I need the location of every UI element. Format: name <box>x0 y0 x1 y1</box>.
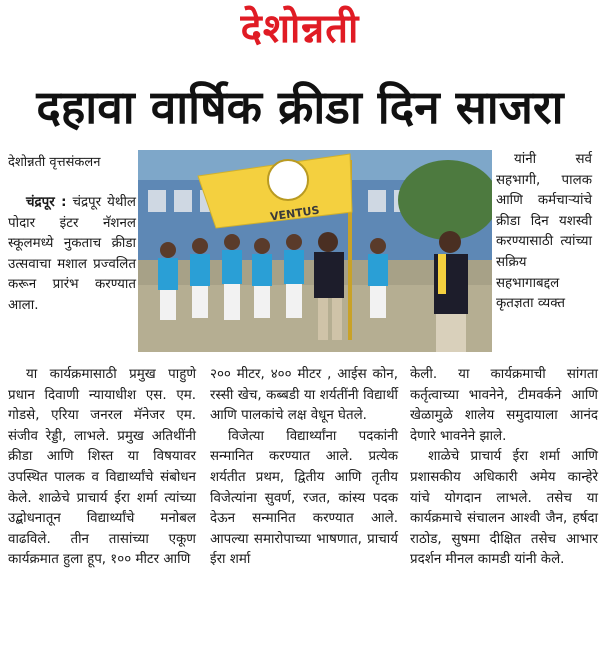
lead-text: चंद्रपूर येथील पोदार इंटर नॅशनल स्कूलमध्ये नुकताच क्रीडा उत्सवाचा मशाल प्रज्वलित करून प्रारंभ करण्यात आला. <box>8 195 136 313</box>
column-2-paragraph-2: विजेत्या विद्यार्थ्यांना पदकांनी सन्मानित करण्यात आले. प्रत्येक शर्यतीत प्रथम, द्वितीय आणि तृतीय विजेत्यांना सुवर्ण, रजत, कांस्य पदक देऊन सन्मानित करण्यात आले. आपल्या समारोपाच्या भाषणात, प्राचार्य ईरा शर्मा <box>210 428 398 568</box>
column-3-paragraph-1: केली. या कार्यक्रमाची सांगता कर्तृत्वाच्या भावनेने, टीमवर्कने आणि खेळामुळे शालेय समुदायाला आनंद देणारे भावनेने झाले. <box>410 367 598 444</box>
flag-label: VENTUS <box>269 203 321 224</box>
sports-day-photo <box>138 150 492 352</box>
right-column-paragraph: यांनी सर्व सहभागी, पालक आणि कर्मचाऱ्यांचे क्रीडा दिन यशस्वी करण्यासाठी त्यांच्या सक्रिय सहभागाबद्दल कृतज्ञता व्यक्त <box>496 152 592 312</box>
column-1-paragraph: या कार्यक्रमासाठी प्रमुख पाहुणे प्रधान दिवाणी न्यायाधीश एस. एम. गोडसे, एरिया जनरल मॅनेजर एम. संजीव रेड्डी, लाभले. प्रमुख अतिथींनी क्रीडा आणि शिस्त या विषयावर उपस्थित पालक व विद्यार्थ्यांचे संबोधन केले. शाळेचे प्राचार्य ईरा शर्मा त्यांच्या उद्बोधनातून विद्यार्थ्यांचे मनोबल वाढविले. तीन तासांच्या एकूण कार्यक्रमात हुला हूप, १०० मीटर आणि <box>8 367 196 568</box>
article-headline: दहावा वार्षिक क्रीडा दिन साजरा <box>36 80 564 134</box>
right-column-top <box>496 150 592 315</box>
column-2-paragraph-1: २०० मीटर, ४०० मीटर , आईस कोन, रस्सी खेच, कब्बडी या शर्यतींनी विद्यार्थी आणि पालकांचे लक्ष वेधून घेतले. <box>210 367 398 424</box>
article-column-3 <box>410 365 598 571</box>
article-photo <box>138 150 492 352</box>
dateline: चंद्रपूर : <box>26 195 67 210</box>
lead-paragraph <box>8 193 136 317</box>
article-byline: देशोन्नती वृत्तसंकलन <box>8 155 101 170</box>
flag-emblem <box>268 160 308 200</box>
article-column-2 <box>210 365 398 571</box>
article-column-1 <box>8 365 196 571</box>
newspaper-masthead: देशोन्नती <box>240 6 360 52</box>
column-3-paragraph-2: शाळेचे प्राचार्य ईरा शर्मा आणि प्रशासकीय अधिकारी अमेय कान्हेरे यांचे योगदान लाभले. तसेच या कार्यक्रमाचे संचालन आश्वी जैन, हर्षदा राठोड, सुषमा दीक्षित तसेच आभार प्रदर्शन मीनल कामडी यांनी केले. <box>410 449 598 568</box>
